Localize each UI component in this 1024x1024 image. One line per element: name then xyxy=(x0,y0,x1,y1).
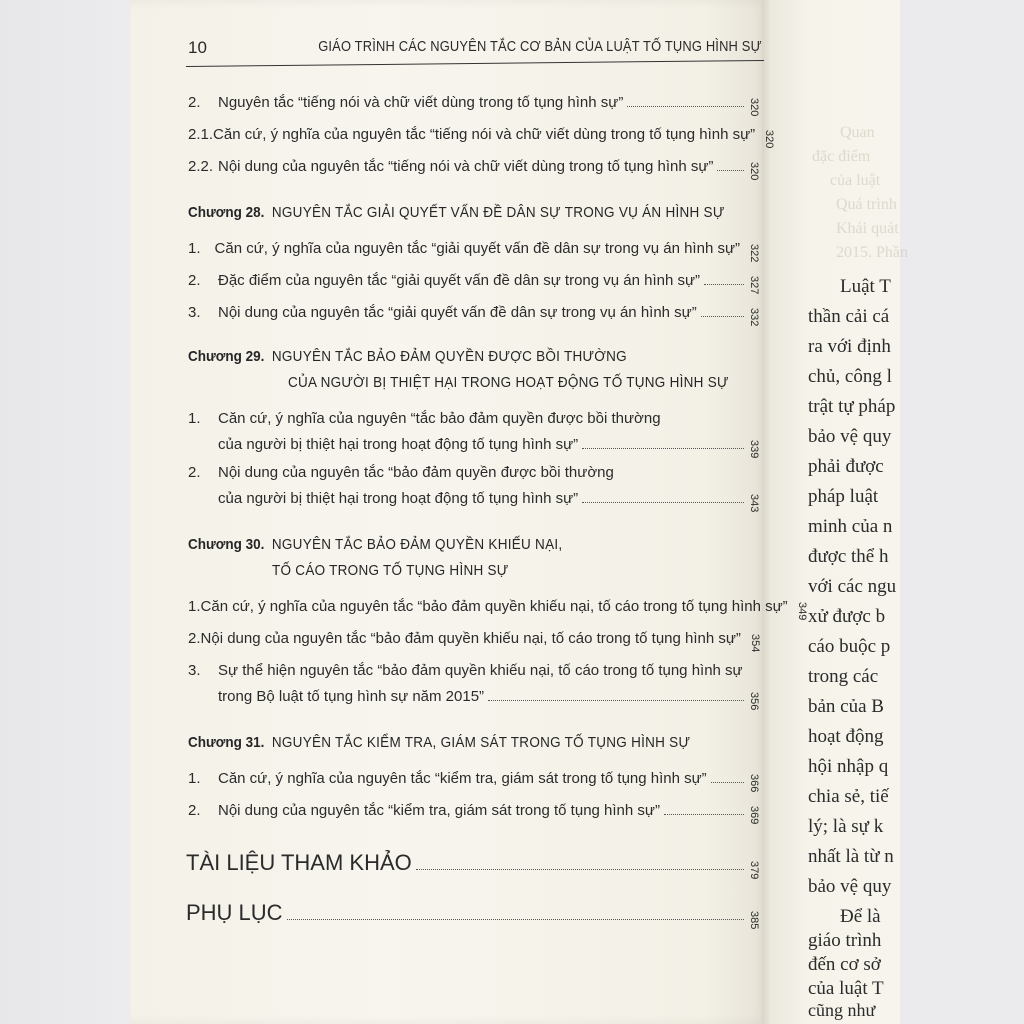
chapter-29-heading-line2: CỦA NGƯỜI BỊ THIỆT HẠI TRONG HOẠT ĐỘNG TỐ TỤNG HÌNH SỰ xyxy=(288,374,729,391)
toc-page-number: 320 xyxy=(748,98,760,117)
toc-page-number: 343 xyxy=(748,494,760,513)
right-page-line: bảo vệ quy xyxy=(808,876,892,897)
running-title: GIÁO TRÌNH CÁC NGUYÊN TẮC CƠ BẢN CỦA LUẬT TỐ TỤNG HÌNH SỰ xyxy=(318,38,762,55)
chapter-28-heading: Chương 28. NGUYÊN TẮC GIẢI QUYẾT VẤN ĐỀ DÂN SỰ TRONG VỤ ÁN HÌNH SỰ xyxy=(188,204,725,221)
show-through-text: Quan xyxy=(840,124,875,141)
dot-leader xyxy=(627,106,744,107)
toc-entry: 2. Nội dung của nguyên tắc “bảo đảm quyền được bồi thường xyxy=(188,464,614,481)
right-page-line: lý; là sự k xyxy=(808,816,884,837)
toc-entry: 2.1. Căn cứ, ý nghĩa của nguyên tắc “tiếng nói và chữ viết dùng trong tố tụng hình sự” 320 xyxy=(188,126,776,149)
toc-entry-continued: của người bị thiệt hại trong hoạt động tố tụng hình sự” 339 xyxy=(218,436,760,459)
right-page-line: trật tự pháp xyxy=(808,396,896,417)
toc-entry: 1. Căn cứ, ý nghĩa của nguyên “tắc bảo đảm quyền được bồi thường xyxy=(188,410,661,427)
toc-entry: 1. Căn cứ, ý nghĩa của nguyên tắc “bảo đảm quyền khiếu nại, tố cáo trong tố tụng hình sự” 349 xyxy=(188,598,808,621)
dot-leader xyxy=(717,170,744,171)
toc-entry: 2. Đặc điểm của nguyên tắc “giải quyết vấn đề dân sự trong vụ án hình sự” 327 xyxy=(188,272,760,295)
dot-leader xyxy=(664,814,744,815)
toc-entry: 1. Căn cứ, ý nghĩa của nguyên tắc “giải quyết vấn đề dân sự trong vụ án hình sự” 322 xyxy=(188,240,760,263)
right-page-line: phải được xyxy=(808,456,884,477)
right-page-line: chia sẻ, tiế xyxy=(808,786,889,807)
toc-page-number: 379 xyxy=(748,861,760,880)
dot-leader xyxy=(701,316,744,317)
right-page-line: được thể h xyxy=(808,546,889,567)
toc-page-number: 339 xyxy=(748,440,760,459)
toc-entry: 3. Nội dung của nguyên tắc “giải quyết vấn đề dân sự trong vụ án hình sự” 332 xyxy=(188,304,760,327)
dot-leader xyxy=(711,782,744,783)
show-through-text: 2015. Phần xyxy=(836,244,908,261)
dot-leader xyxy=(582,502,744,503)
chapter-30-heading-line2: TỐ CÁO TRONG TỐ TỤNG HÌNH SỰ xyxy=(272,562,509,579)
show-through-text: đặc điểm xyxy=(812,148,871,165)
right-page-line: đến cơ sở xyxy=(808,954,881,975)
dot-leader xyxy=(704,284,744,285)
right-page-line: bản của B xyxy=(808,696,884,717)
toc-page-number: 354 xyxy=(748,634,761,653)
toc-entry: 2.2. Nội dung của nguyên tắc “tiếng nói và chữ viết dùng trong tố tụng hình sự” 320 xyxy=(188,158,760,181)
show-through-text: Quá trình xyxy=(836,196,897,213)
right-page-line: hội nhập q xyxy=(808,756,889,777)
right-page-line: cáo buộc p xyxy=(808,636,891,657)
dot-leader xyxy=(582,448,744,449)
dot-leader xyxy=(287,919,744,920)
toc-entry: 2. Nội dung của nguyên tắc “kiểm tra, giám sát trong tố tụng hình sự” 369 xyxy=(188,802,760,825)
toc-entry-continued: trong Bộ luật tố tụng hình sự năm 2015” 356 xyxy=(218,688,760,711)
right-page-line: thần cải cá xyxy=(808,306,890,327)
toc-page-number: 332 xyxy=(748,308,760,327)
dot-leader xyxy=(488,700,744,701)
right-page-line: Luật T xyxy=(840,276,891,297)
right-page-line: Để là xyxy=(840,906,881,927)
right-page-line: giáo trình xyxy=(808,930,882,951)
toc-page-number: 385 xyxy=(748,911,760,930)
toc-page-number: 369 xyxy=(748,806,760,825)
dot-leader xyxy=(416,869,744,870)
toc-entry-continued: của người bị thiệt hại trong hoạt động tố tụng hình sự” 343 xyxy=(218,490,760,513)
toc-page-number: 320 xyxy=(748,162,760,181)
show-through-text: Khái quát xyxy=(836,220,899,237)
right-page-line: ra với định xyxy=(808,336,891,357)
right-page-line: pháp luật xyxy=(808,486,879,507)
right-page-line: xử được b xyxy=(808,606,886,627)
right-page-line: minh của n xyxy=(808,516,893,537)
right-page-line: hoạt động xyxy=(808,726,884,747)
right-page-line: trong các xyxy=(808,666,879,687)
references-entry: TÀI LIỆU THAM KHẢO 379 xyxy=(186,850,760,880)
right-page-line: bảo vệ quy xyxy=(808,426,892,447)
toc-entry: 2. Nguyên tắc “tiếng nói và chữ viết dùng trong tố tụng hình sự” 320 xyxy=(188,94,760,117)
right-page-line: với các ngu xyxy=(808,576,897,597)
toc-entry: 2. Nội dung của nguyên tắc “bảo đảm quyền khiếu nại, tố cáo trong tố tụng hình sự” 354 xyxy=(188,630,761,653)
toc-entry: 3. Sự thể hiện nguyên tắc “bảo đảm quyền khiếu nại, tố cáo trong tố tụng hình sự xyxy=(188,662,743,679)
chapter-31-heading: Chương 31. NGUYÊN TẮC KIỂM TRA, GIÁM SÁT TRONG TỐ TỤNG HÌNH SỰ xyxy=(188,734,691,751)
toc-page-number: 349 xyxy=(795,602,808,621)
right-page-line: của luật T xyxy=(808,978,884,999)
toc-page-number: 320 xyxy=(763,130,776,149)
toc-entry: 1. Căn cứ, ý nghĩa của nguyên tắc “kiểm tra, giám sát trong tố tụng hình sự” 366 xyxy=(188,770,760,793)
toc-page-number: 322 xyxy=(748,244,760,263)
right-page-line: chủ, công l xyxy=(808,366,892,387)
toc-page-number: 366 xyxy=(748,774,760,793)
show-through-text: của luật xyxy=(830,172,881,189)
chapter-29-heading: Chương 29. NGUYÊN TẮC BẢO ĐẢM QUYỀN ĐƯỢC BỒI THƯỜNG xyxy=(188,348,627,365)
right-page-line: nhất là từ n xyxy=(808,846,894,867)
right-page-line: cũng như xyxy=(808,1000,876,1020)
toc-page-number: 356 xyxy=(748,692,760,711)
appendix-entry: PHỤ LỤC 385 xyxy=(186,900,760,930)
toc-page-number: 327 xyxy=(748,276,760,295)
chapter-30-heading: Chương 30. NGUYÊN TẮC BẢO ĐẢM QUYỀN KHIẾU NẠI, xyxy=(188,536,563,553)
page-number: 10 xyxy=(188,38,207,57)
